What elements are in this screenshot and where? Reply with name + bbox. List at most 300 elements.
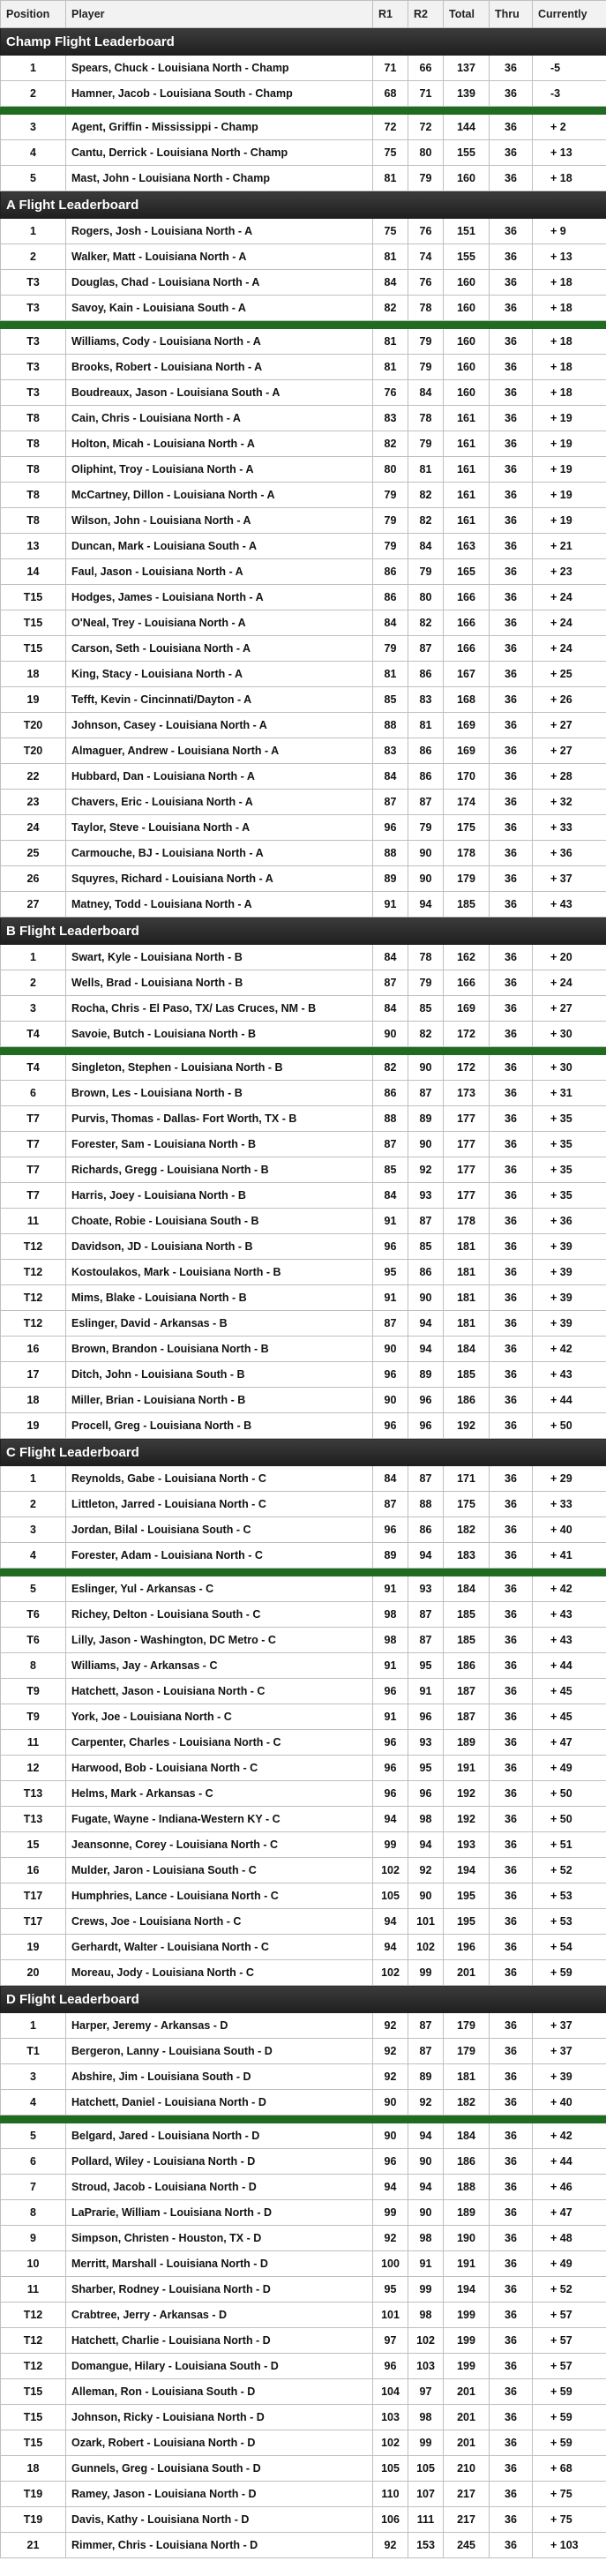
table-row bbox=[1, 1628, 606, 1653]
player-cell: Holton, Micah - Louisiana North - A bbox=[66, 431, 373, 457]
r1-cell: 96 bbox=[373, 2354, 408, 2379]
currently-cell: + 35 bbox=[533, 1183, 606, 1209]
position-cell: T15 bbox=[1, 636, 66, 662]
position-cell: 16 bbox=[1, 1337, 66, 1362]
player-cell: Alleman, Ron - Louisiana South - D bbox=[66, 2379, 373, 2405]
currently-cell: + 35 bbox=[533, 1157, 606, 1183]
r2-cell: 87 bbox=[408, 1209, 444, 1234]
r2-cell: 76 bbox=[408, 219, 444, 244]
position-cell: 24 bbox=[1, 815, 66, 841]
currently-cell: + 2 bbox=[533, 115, 606, 140]
thru-cell: 36 bbox=[490, 296, 533, 321]
table-row bbox=[1, 2405, 606, 2430]
column-header-position[interactable]: Position bbox=[1, 1, 66, 28]
r1-cell: 83 bbox=[373, 406, 408, 431]
total-cell: 167 bbox=[444, 662, 490, 687]
total-cell: 192 bbox=[444, 1413, 490, 1439]
player-cell: Walker, Matt - Louisiana North - A bbox=[66, 244, 373, 270]
flight-section-header bbox=[1, 917, 606, 945]
position-cell: 7 bbox=[1, 2175, 66, 2200]
r2-cell: 87 bbox=[408, 1081, 444, 1106]
r1-cell: 90 bbox=[373, 1337, 408, 1362]
position-cell: 3 bbox=[1, 115, 66, 140]
position-cell: T13 bbox=[1, 1781, 66, 1807]
total-cell: 166 bbox=[444, 610, 490, 636]
total-cell: 181 bbox=[444, 1260, 490, 1285]
position-cell: T9 bbox=[1, 1704, 66, 1730]
cut-line-divider bbox=[1, 2115, 606, 2123]
r2-cell: 86 bbox=[408, 662, 444, 687]
total-cell: 199 bbox=[444, 2354, 490, 2379]
table-row bbox=[1, 1132, 606, 1157]
thru-cell: 36 bbox=[490, 244, 533, 270]
r2-cell: 78 bbox=[408, 406, 444, 431]
currently-cell: + 29 bbox=[533, 1466, 606, 1492]
cut-line bbox=[1, 321, 606, 329]
player-cell: Boudreaux, Jason - Louisiana South - A bbox=[66, 380, 373, 406]
total-cell: 177 bbox=[444, 1157, 490, 1183]
r1-cell: 105 bbox=[373, 1883, 408, 1909]
currently-cell: + 68 bbox=[533, 2456, 606, 2482]
total-cell: 169 bbox=[444, 996, 490, 1022]
r2-cell: 90 bbox=[408, 2200, 444, 2226]
thru-cell: 36 bbox=[490, 662, 533, 687]
thru-cell: 36 bbox=[490, 1106, 533, 1132]
table-row bbox=[1, 1260, 606, 1285]
r2-cell: 93 bbox=[408, 1183, 444, 1209]
thru-cell: 36 bbox=[490, 1388, 533, 1413]
player-cell: Crews, Joe - Louisiana North - C bbox=[66, 1909, 373, 1935]
player-cell: Hodges, James - Louisiana North - A bbox=[66, 585, 373, 610]
currently-cell: + 23 bbox=[533, 559, 606, 585]
r1-cell: 98 bbox=[373, 1628, 408, 1653]
r1-cell: 84 bbox=[373, 1466, 408, 1492]
thru-cell: 36 bbox=[490, 2251, 533, 2277]
position-cell: T12 bbox=[1, 2354, 66, 2379]
position-cell: 18 bbox=[1, 662, 66, 687]
table-row bbox=[1, 2200, 606, 2226]
thru-cell: 36 bbox=[490, 1157, 533, 1183]
currently-cell: + 54 bbox=[533, 1935, 606, 1960]
position-cell: 11 bbox=[1, 2277, 66, 2303]
r2-cell: 90 bbox=[408, 2149, 444, 2175]
table-row bbox=[1, 1157, 606, 1183]
table-row bbox=[1, 2328, 606, 2354]
position-cell: 26 bbox=[1, 866, 66, 892]
cut-line-divider bbox=[1, 1047, 606, 1055]
column-header-total[interactable]: Total bbox=[444, 1, 490, 28]
r2-cell: 99 bbox=[408, 1960, 444, 1986]
cut-line bbox=[1, 1569, 606, 1576]
cut-line bbox=[1, 2115, 606, 2123]
r2-cell: 81 bbox=[408, 457, 444, 483]
player-cell: Savoy, Kain - Louisiana South - A bbox=[66, 296, 373, 321]
position-cell: T20 bbox=[1, 713, 66, 738]
currently-cell: + 32 bbox=[533, 790, 606, 815]
currently-cell: + 59 bbox=[533, 2430, 606, 2456]
table-row bbox=[1, 790, 606, 815]
section-title: B Flight Leaderboard bbox=[1, 917, 606, 945]
total-cell: 160 bbox=[444, 355, 490, 380]
thru-cell: 36 bbox=[490, 483, 533, 508]
total-cell: 188 bbox=[444, 2175, 490, 2200]
column-header-currently[interactable]: Currently bbox=[533, 1, 606, 28]
currently-cell: + 18 bbox=[533, 166, 606, 191]
table-row bbox=[1, 483, 606, 508]
currently-cell: + 49 bbox=[533, 2251, 606, 2277]
total-cell: 144 bbox=[444, 115, 490, 140]
player-cell: Brown, Les - Louisiana North - B bbox=[66, 1081, 373, 1106]
total-cell: 169 bbox=[444, 713, 490, 738]
r1-cell: 102 bbox=[373, 1858, 408, 1883]
position-cell: 13 bbox=[1, 534, 66, 559]
table-row bbox=[1, 2379, 606, 2405]
player-cell: Jordan, Bilal - Louisiana South - C bbox=[66, 1517, 373, 1543]
r2-cell: 96 bbox=[408, 1388, 444, 1413]
currently-cell: + 37 bbox=[533, 866, 606, 892]
table-row bbox=[1, 2175, 606, 2200]
player-cell: Hubbard, Dan - Louisiana North - A bbox=[66, 764, 373, 790]
currently-cell: + 35 bbox=[533, 1132, 606, 1157]
r2-cell: 98 bbox=[408, 2226, 444, 2251]
total-cell: 187 bbox=[444, 1704, 490, 1730]
table-row bbox=[1, 1807, 606, 1832]
currently-cell: + 20 bbox=[533, 945, 606, 970]
currently-cell: + 39 bbox=[533, 1234, 606, 1260]
player-cell: Rogers, Josh - Louisiana North - A bbox=[66, 219, 373, 244]
total-cell: 160 bbox=[444, 270, 490, 296]
total-cell: 181 bbox=[444, 1285, 490, 1311]
player-cell: Ditch, John - Louisiana South - B bbox=[66, 1362, 373, 1388]
total-cell: 177 bbox=[444, 1132, 490, 1157]
currently-cell: + 52 bbox=[533, 1858, 606, 1883]
total-cell: 170 bbox=[444, 764, 490, 790]
table-row bbox=[1, 2533, 606, 2558]
total-cell: 175 bbox=[444, 1492, 490, 1517]
currently-cell: + 44 bbox=[533, 1653, 606, 1679]
r1-cell: 87 bbox=[373, 1311, 408, 1337]
r2-cell: 89 bbox=[408, 1106, 444, 1132]
thru-cell: 36 bbox=[490, 1704, 533, 1730]
currently-cell: + 43 bbox=[533, 1602, 606, 1628]
r2-cell: 94 bbox=[408, 1832, 444, 1858]
thru-cell: 36 bbox=[490, 945, 533, 970]
position-cell: T7 bbox=[1, 1183, 66, 1209]
currently-cell: + 43 bbox=[533, 1362, 606, 1388]
thru-cell: 36 bbox=[490, 764, 533, 790]
player-cell: Chavers, Eric - Louisiana North - A bbox=[66, 790, 373, 815]
currently-cell: + 27 bbox=[533, 713, 606, 738]
currently-cell: + 52 bbox=[533, 2277, 606, 2303]
thru-cell: 36 bbox=[490, 1081, 533, 1106]
currently-cell: + 30 bbox=[533, 1055, 606, 1081]
thru-cell: 36 bbox=[490, 1466, 533, 1492]
r2-cell: 87 bbox=[408, 1466, 444, 1492]
r1-cell: 79 bbox=[373, 483, 408, 508]
player-cell: Duncan, Mark - Louisiana South - A bbox=[66, 534, 373, 559]
column-header-r2[interactable]: R2 bbox=[408, 1, 444, 28]
position-cell: 2 bbox=[1, 81, 66, 107]
player-cell: Carpenter, Charles - Louisiana North - C bbox=[66, 1730, 373, 1756]
r1-cell: 87 bbox=[373, 790, 408, 815]
player-cell: Helms, Mark - Arkansas - C bbox=[66, 1781, 373, 1807]
total-cell: 194 bbox=[444, 1858, 490, 1883]
position-cell: 1 bbox=[1, 945, 66, 970]
total-cell: 186 bbox=[444, 2149, 490, 2175]
r2-cell: 83 bbox=[408, 687, 444, 713]
r2-cell: 87 bbox=[408, 790, 444, 815]
currently-cell: + 35 bbox=[533, 1106, 606, 1132]
r1-cell: 99 bbox=[373, 2200, 408, 2226]
player-cell: Richey, Delton - Louisiana South - C bbox=[66, 1602, 373, 1628]
position-cell: T3 bbox=[1, 270, 66, 296]
r1-cell: 84 bbox=[373, 1183, 408, 1209]
player-cell: Gerhardt, Walter - Louisiana North - C bbox=[66, 1935, 373, 1960]
r2-cell: 79 bbox=[408, 431, 444, 457]
total-cell: 201 bbox=[444, 2430, 490, 2456]
total-cell: 139 bbox=[444, 81, 490, 107]
position-cell: T3 bbox=[1, 296, 66, 321]
total-cell: 160 bbox=[444, 329, 490, 355]
thru-cell: 36 bbox=[490, 636, 533, 662]
thru-cell: 36 bbox=[490, 1209, 533, 1234]
position-cell: T12 bbox=[1, 1311, 66, 1337]
position-cell: T4 bbox=[1, 1055, 66, 1081]
total-cell: 182 bbox=[444, 2090, 490, 2115]
player-cell: Hatchett, Daniel - Louisiana North - D bbox=[66, 2090, 373, 2115]
cut-line-divider bbox=[1, 107, 606, 115]
position-cell: 10 bbox=[1, 2251, 66, 2277]
table-row bbox=[1, 1576, 606, 1602]
total-cell: 162 bbox=[444, 945, 490, 970]
currently-cell: + 57 bbox=[533, 2354, 606, 2379]
r1-cell: 91 bbox=[373, 892, 408, 917]
table-row bbox=[1, 270, 606, 296]
position-cell: T3 bbox=[1, 329, 66, 355]
r1-cell: 71 bbox=[373, 56, 408, 81]
r2-cell: 85 bbox=[408, 1234, 444, 1260]
r1-cell: 84 bbox=[373, 945, 408, 970]
table-row bbox=[1, 1602, 606, 1628]
total-cell: 185 bbox=[444, 1602, 490, 1628]
table-row bbox=[1, 1858, 606, 1883]
currently-cell: + 44 bbox=[533, 1388, 606, 1413]
r1-cell: 98 bbox=[373, 1602, 408, 1628]
position-cell: 17 bbox=[1, 1362, 66, 1388]
table-row bbox=[1, 457, 606, 483]
thru-cell: 36 bbox=[490, 2533, 533, 2558]
player-cell: Matney, Todd - Louisiana North - A bbox=[66, 892, 373, 917]
thru-cell: 36 bbox=[490, 2013, 533, 2039]
total-cell: 183 bbox=[444, 1543, 490, 1569]
position-cell: 18 bbox=[1, 2456, 66, 2482]
position-cell: T8 bbox=[1, 406, 66, 431]
table-row bbox=[1, 1337, 606, 1362]
table-row bbox=[1, 687, 606, 713]
position-cell: T3 bbox=[1, 355, 66, 380]
r1-cell: 94 bbox=[373, 1909, 408, 1935]
r2-cell: 71 bbox=[408, 81, 444, 107]
currently-cell: + 9 bbox=[533, 219, 606, 244]
r2-cell: 87 bbox=[408, 2013, 444, 2039]
currently-cell: + 49 bbox=[533, 1756, 606, 1781]
position-cell: T12 bbox=[1, 2328, 66, 2354]
table-row bbox=[1, 534, 606, 559]
r2-cell: 91 bbox=[408, 1679, 444, 1704]
total-cell: 179 bbox=[444, 2013, 490, 2039]
position-cell: 15 bbox=[1, 1832, 66, 1858]
thru-cell: 36 bbox=[490, 329, 533, 355]
player-cell: Swart, Kyle - Louisiana North - B bbox=[66, 945, 373, 970]
table-row bbox=[1, 2251, 606, 2277]
player-cell: Bergeron, Lanny - Louisiana South - D bbox=[66, 2039, 373, 2064]
r1-cell: 96 bbox=[373, 1730, 408, 1756]
r1-cell: 86 bbox=[373, 1081, 408, 1106]
position-cell: T17 bbox=[1, 1909, 66, 1935]
total-cell: 189 bbox=[444, 1730, 490, 1756]
r1-cell: 96 bbox=[373, 1517, 408, 1543]
player-cell: Humphries, Lance - Louisiana North - C bbox=[66, 1883, 373, 1909]
total-cell: 217 bbox=[444, 2482, 490, 2507]
r2-cell: 153 bbox=[408, 2533, 444, 2558]
player-cell: Ramey, Jason - Louisiana North - D bbox=[66, 2482, 373, 2507]
thru-cell: 36 bbox=[490, 166, 533, 191]
currently-cell: + 47 bbox=[533, 1730, 606, 1756]
r1-cell: 87 bbox=[373, 1492, 408, 1517]
thru-cell: 36 bbox=[490, 1602, 533, 1628]
r2-cell: 79 bbox=[408, 559, 444, 585]
r1-cell: 81 bbox=[373, 355, 408, 380]
total-cell: 166 bbox=[444, 970, 490, 996]
total-cell: 161 bbox=[444, 457, 490, 483]
r1-cell: 79 bbox=[373, 636, 408, 662]
currently-cell: + 37 bbox=[533, 2013, 606, 2039]
r2-cell: 93 bbox=[408, 1576, 444, 1602]
currently-cell: + 18 bbox=[533, 296, 606, 321]
table-row bbox=[1, 1362, 606, 1388]
player-cell: Mulder, Jaron - Louisiana South - C bbox=[66, 1858, 373, 1883]
thru-cell: 36 bbox=[490, 585, 533, 610]
r2-cell: 86 bbox=[408, 1260, 444, 1285]
r1-cell: 94 bbox=[373, 1935, 408, 1960]
table-row bbox=[1, 996, 606, 1022]
thru-cell: 36 bbox=[490, 559, 533, 585]
total-cell: 186 bbox=[444, 1388, 490, 1413]
thru-cell: 36 bbox=[490, 56, 533, 81]
table-row bbox=[1, 636, 606, 662]
thru-cell: 36 bbox=[490, 508, 533, 534]
currently-cell: + 43 bbox=[533, 892, 606, 917]
thru-cell: 36 bbox=[490, 2456, 533, 2482]
currently-cell: + 42 bbox=[533, 1337, 606, 1362]
table-row bbox=[1, 1704, 606, 1730]
position-cell: T15 bbox=[1, 2379, 66, 2405]
column-header-player[interactable]: Player bbox=[66, 1, 373, 28]
r2-cell: 96 bbox=[408, 1413, 444, 1439]
table-row bbox=[1, 1388, 606, 1413]
r2-cell: 90 bbox=[408, 866, 444, 892]
r2-cell: 98 bbox=[408, 2405, 444, 2430]
player-cell: Fugate, Wayne - Indiana-Western KY - C bbox=[66, 1807, 373, 1832]
player-cell: King, Stacy - Louisiana North - A bbox=[66, 662, 373, 687]
position-cell: 1 bbox=[1, 56, 66, 81]
table-row bbox=[1, 2090, 606, 2115]
thru-cell: 36 bbox=[490, 713, 533, 738]
currently-cell: + 27 bbox=[533, 738, 606, 764]
currently-cell: + 75 bbox=[533, 2482, 606, 2507]
thru-cell: 36 bbox=[490, 2405, 533, 2430]
r2-cell: 99 bbox=[408, 2430, 444, 2456]
total-cell: 151 bbox=[444, 219, 490, 244]
currently-cell: + 19 bbox=[533, 431, 606, 457]
r1-cell: 97 bbox=[373, 2328, 408, 2354]
player-cell: Simpson, Christen - Houston, TX - D bbox=[66, 2226, 373, 2251]
position-cell: 18 bbox=[1, 1388, 66, 1413]
currently-cell: + 13 bbox=[533, 140, 606, 166]
thru-cell: 36 bbox=[490, 866, 533, 892]
currently-cell: + 50 bbox=[533, 1413, 606, 1439]
flight-section-header bbox=[1, 1439, 606, 1466]
thru-cell: 36 bbox=[490, 1832, 533, 1858]
player-cell: Mast, John - Louisiana North - Champ bbox=[66, 166, 373, 191]
table-row bbox=[1, 2226, 606, 2251]
thru-cell: 36 bbox=[490, 687, 533, 713]
thru-cell: 36 bbox=[490, 2328, 533, 2354]
currently-cell: + 45 bbox=[533, 1679, 606, 1704]
column-header-r1[interactable]: R1 bbox=[373, 1, 408, 28]
r2-cell: 97 bbox=[408, 2379, 444, 2405]
currently-cell: -3 bbox=[533, 81, 606, 107]
r1-cell: 105 bbox=[373, 2456, 408, 2482]
total-cell: 161 bbox=[444, 508, 490, 534]
total-cell: 201 bbox=[444, 2405, 490, 2430]
position-cell: T4 bbox=[1, 1022, 66, 1047]
position-cell: 1 bbox=[1, 1466, 66, 1492]
player-cell: Abshire, Jim - Louisiana South - D bbox=[66, 2064, 373, 2090]
cut-line-divider bbox=[1, 321, 606, 329]
position-cell: T13 bbox=[1, 1807, 66, 1832]
player-cell: Sharber, Rodney - Louisiana North - D bbox=[66, 2277, 373, 2303]
currently-cell: + 103 bbox=[533, 2533, 606, 2558]
currently-cell: + 40 bbox=[533, 1517, 606, 1543]
r1-cell: 85 bbox=[373, 687, 408, 713]
thru-cell: 36 bbox=[490, 1883, 533, 1909]
r1-cell: 96 bbox=[373, 1234, 408, 1260]
currently-cell: + 59 bbox=[533, 2379, 606, 2405]
column-header-thru[interactable]: Thru bbox=[490, 1, 533, 28]
thru-cell: 36 bbox=[490, 1132, 533, 1157]
table-row bbox=[1, 559, 606, 585]
player-cell: Hamner, Jacob - Louisiana South - Champ bbox=[66, 81, 373, 107]
cut-line bbox=[1, 1047, 606, 1055]
r1-cell: 92 bbox=[373, 2013, 408, 2039]
section-title: D Flight Leaderboard bbox=[1, 1986, 606, 2013]
total-cell: 178 bbox=[444, 841, 490, 866]
table-row bbox=[1, 1883, 606, 1909]
table-row bbox=[1, 296, 606, 321]
r2-cell: 99 bbox=[408, 2277, 444, 2303]
player-cell: Hatchett, Jason - Louisiana North - C bbox=[66, 1679, 373, 1704]
position-cell: T3 bbox=[1, 380, 66, 406]
r1-cell: 96 bbox=[373, 1413, 408, 1439]
thru-cell: 36 bbox=[490, 2064, 533, 2090]
r1-cell: 87 bbox=[373, 1132, 408, 1157]
currently-cell: + 59 bbox=[533, 1960, 606, 1986]
total-cell: 192 bbox=[444, 1807, 490, 1832]
currently-cell: + 39 bbox=[533, 1285, 606, 1311]
total-cell: 186 bbox=[444, 1653, 490, 1679]
r2-cell: 105 bbox=[408, 2456, 444, 2482]
